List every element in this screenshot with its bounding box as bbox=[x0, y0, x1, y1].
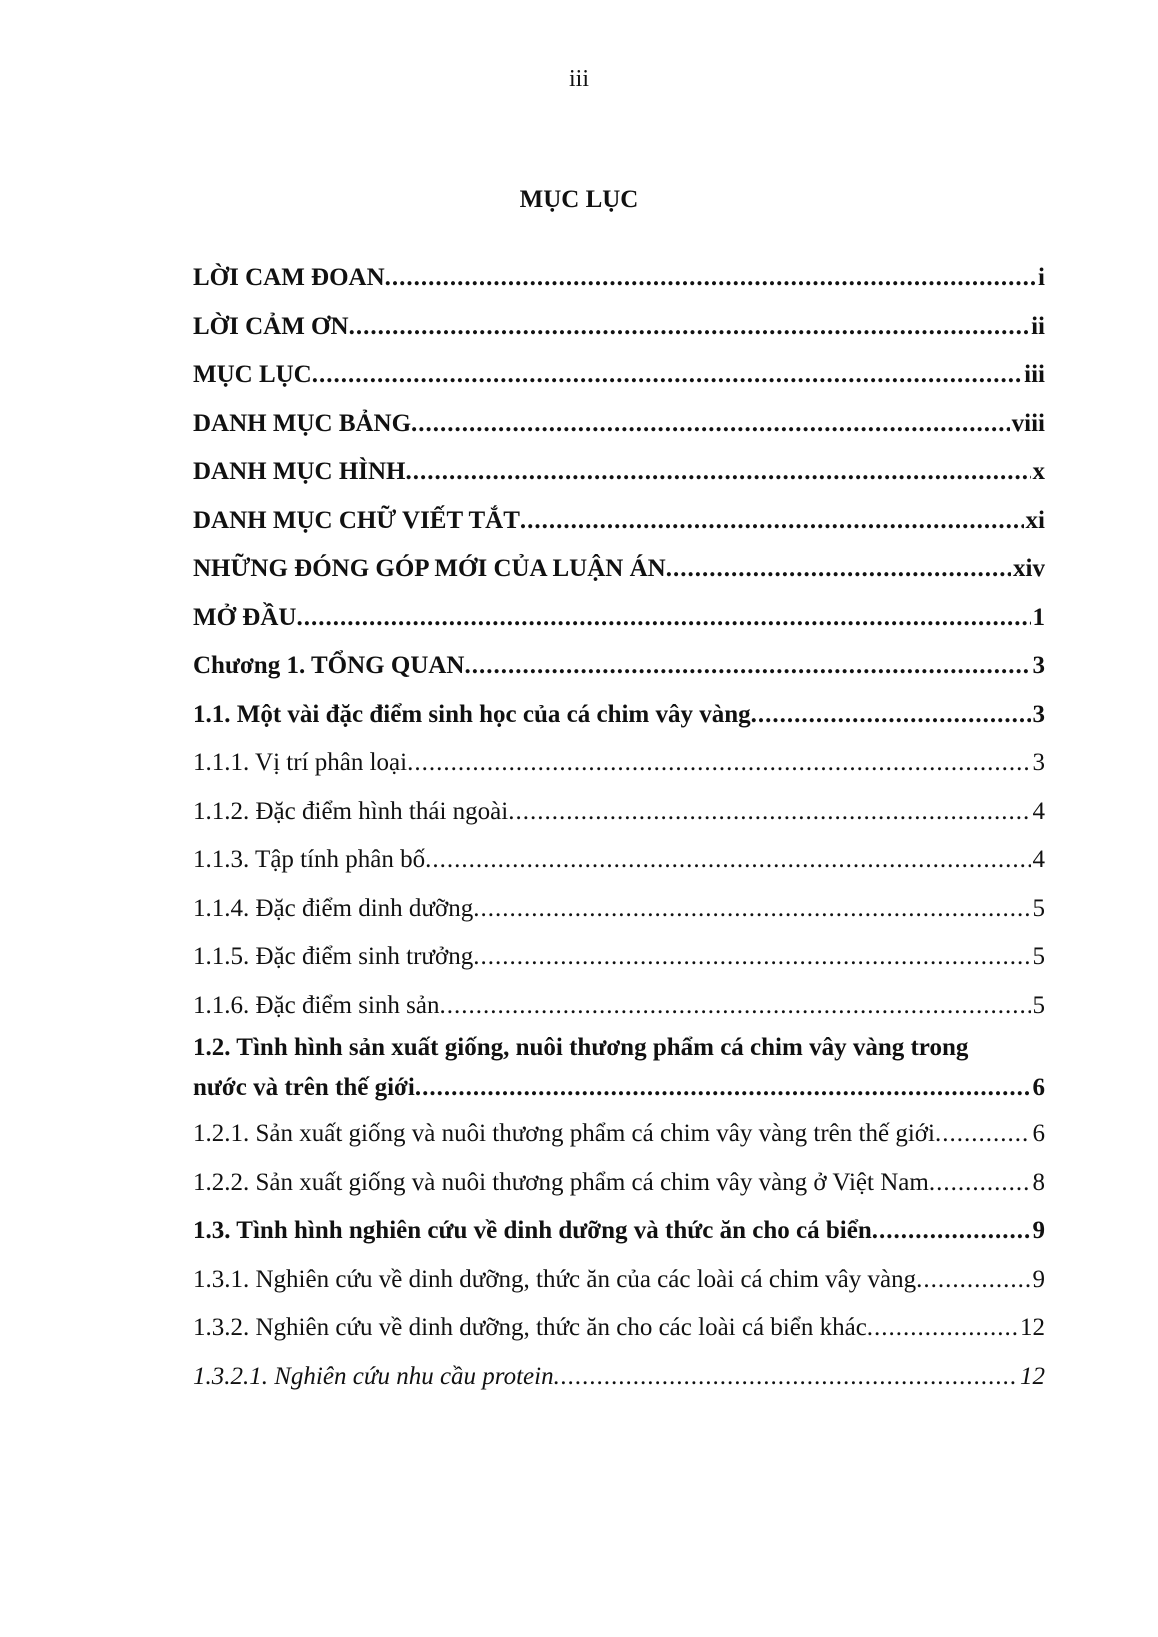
toc-entry-1-3-2-1[interactable] bbox=[193, 1353, 1045, 1402]
toc-entry-1-1-6[interactable] bbox=[193, 982, 1045, 1031]
toc-entry-page: 5 bbox=[1032, 894, 1045, 922]
toc-entry-page: xi bbox=[1025, 506, 1045, 534]
dot-leader bbox=[415, 1066, 1031, 1110]
toc-entry-label: 1.3. Tình hình nghiên cứu về dinh dưỡng và thức ăn cho cá biển bbox=[193, 1217, 872, 1244]
toc-entry-page: 9 bbox=[1032, 1265, 1045, 1293]
toc-entry-1-1-1[interactable] bbox=[193, 739, 1045, 788]
toc-entry-page: 12 bbox=[1020, 1362, 1045, 1390]
toc-entry-1-1-5[interactable] bbox=[193, 933, 1045, 982]
dot-leader bbox=[473, 885, 1030, 934]
dot-leader bbox=[867, 1304, 1018, 1353]
toc-entry-label: 1.1.1. Vị trí phân loại bbox=[193, 749, 408, 776]
toc-entry-label: 1.1.3. Tập tính phân bố bbox=[193, 846, 426, 873]
toc-entry-danh-muc-bang[interactable] bbox=[193, 400, 1045, 449]
toc-entry-label: 1.3.2.1. Nghiên cứu nhu cầu protein bbox=[193, 1362, 554, 1390]
toc-entry-page: 12 bbox=[1020, 1314, 1045, 1341]
toc-entry-page: viii bbox=[1011, 409, 1045, 437]
dot-leader bbox=[929, 1159, 1031, 1208]
toc-entry-label: 1.2.1. Sản xuất giống và nuôi thương phẩm cá chim vây vàng trên thế giới bbox=[193, 1120, 935, 1147]
toc-entry-page: i bbox=[1038, 264, 1045, 291]
dot-leader bbox=[554, 1353, 1018, 1402]
toc-entry-1-2-2[interactable] bbox=[193, 1159, 1045, 1208]
toc-entry-1-3-1[interactable] bbox=[193, 1256, 1045, 1305]
dot-leader bbox=[473, 933, 1030, 982]
toc-entry-label: NHỮNG ĐÓNG GÓP MỚI CỦA LUẬN ÁN bbox=[193, 555, 666, 582]
toc-entry-dong-gop-moi[interactable] bbox=[193, 545, 1045, 594]
toc-entry-chu-viet-tat[interactable] bbox=[193, 497, 1045, 546]
toc-entry-label: 1.2. Tình hình sản xuất giống, nuôi thương phẩm cá chim vây vàng trong bbox=[193, 1034, 969, 1061]
toc-entry-page: 8 bbox=[1032, 1168, 1045, 1196]
toc-entry-page: xiv bbox=[1013, 555, 1045, 582]
toc-entry-page: 6 bbox=[1032, 1120, 1045, 1147]
dot-leader bbox=[411, 400, 1010, 449]
toc-entry-label: DANH MỤC HÌNH bbox=[193, 458, 406, 485]
toc-entry-mo-dau[interactable] bbox=[193, 594, 1045, 643]
toc-entry-label: 1.3.1. Nghiên cứu về dinh dưỡng, thức ăn của các loài cá chim vây vàng bbox=[193, 1265, 917, 1293]
toc-entry-page: 4 bbox=[1032, 797, 1045, 825]
toc-entry-1-1[interactable] bbox=[193, 691, 1045, 740]
dot-leader bbox=[407, 739, 1030, 788]
toc-entry-label: 1.1.5. Đặc điểm sinh trưởng bbox=[193, 943, 474, 970]
dot-leader bbox=[666, 545, 1011, 594]
dot-leader bbox=[296, 594, 1030, 643]
toc-entry-page: 3 bbox=[1032, 749, 1045, 776]
dot-leader bbox=[935, 1110, 1031, 1159]
page-number: iii bbox=[568, 66, 589, 92]
toc-entry-1-1-4[interactable] bbox=[193, 885, 1045, 934]
toc-entry-page: 1 bbox=[1032, 603, 1045, 631]
toc-entry-1-2-line-2[interactable] bbox=[193, 1066, 1045, 1110]
toc-entry-1-3-2[interactable] bbox=[193, 1304, 1045, 1353]
toc-entry-loi-cam-on[interactable] bbox=[193, 303, 1045, 352]
page-title: MỤC LỤC bbox=[519, 186, 639, 213]
toc-entry-label: 1.1.2. Đặc điểm hình thái ngoài bbox=[193, 797, 509, 825]
toc-entry-label: DANH MỤC BẢNG bbox=[193, 409, 412, 437]
dot-leader bbox=[508, 788, 1030, 837]
dot-leader bbox=[751, 691, 1031, 740]
dot-leader bbox=[520, 497, 1024, 546]
toc-entry-page: 3 bbox=[1032, 700, 1045, 728]
dot-leader bbox=[385, 254, 1036, 303]
toc-entry-loi-cam-doan[interactable] bbox=[193, 254, 1045, 303]
toc-entry-label: LỜI CẢM ƠN bbox=[193, 312, 349, 340]
dot-leader bbox=[872, 1207, 1031, 1256]
dot-leader bbox=[425, 836, 1030, 885]
toc-entry-page: 3 bbox=[1032, 652, 1045, 679]
toc-entry-page: 4 bbox=[1032, 846, 1045, 873]
toc-entry-1-1-3[interactable] bbox=[193, 836, 1045, 885]
toc-entry-page: 5 bbox=[1032, 991, 1045, 1019]
toc-entry-label: 1.1. Một vài đặc điểm sinh học của cá chim vây vàng bbox=[193, 700, 751, 728]
dot-leader bbox=[349, 303, 1030, 352]
toc-entry-label: DANH MỤC CHỮ VIẾT TẮT bbox=[193, 506, 520, 534]
dot-leader bbox=[916, 1256, 1030, 1305]
toc-entry-muc-luc[interactable] bbox=[193, 351, 1045, 400]
toc-entry-danh-muc-hinh[interactable] bbox=[193, 448, 1045, 497]
toc-entry-page: ii bbox=[1031, 312, 1045, 340]
toc-entry-label: MỤC LỤC bbox=[193, 361, 312, 388]
dot-leader bbox=[406, 448, 1031, 497]
toc-entry-label: 1.1.4. Đặc điểm dinh dưỡng bbox=[193, 894, 474, 922]
dot-leader bbox=[464, 642, 1030, 691]
toc-entry-page: x bbox=[1032, 458, 1045, 485]
table-of-contents bbox=[193, 254, 1045, 1401]
toc-entry-1-1-2[interactable] bbox=[193, 788, 1045, 837]
toc-entry-page: iii bbox=[1024, 361, 1045, 388]
toc-entry-chuong-1[interactable] bbox=[193, 642, 1045, 691]
toc-entry-label: 1.1.6. Đặc điểm sinh sản bbox=[193, 991, 440, 1019]
toc-entry-1-2-1[interactable] bbox=[193, 1110, 1045, 1159]
toc-entry-label: 1.2.2. Sản xuất giống và nuôi thương phẩm cá chim vây vàng ở Việt Nam bbox=[193, 1168, 929, 1196]
toc-entry-label: Chương 1. TỔNG QUAN bbox=[193, 652, 465, 679]
dot-leader bbox=[439, 982, 1030, 1031]
toc-entry-label: LỜI CAM ĐOAN bbox=[193, 264, 385, 291]
toc-entry-label: MỞ ĐẦU bbox=[193, 603, 297, 631]
toc-entry-label-continued: nước và trên thế giới bbox=[193, 1074, 415, 1101]
toc-entry-page: 6 bbox=[1032, 1074, 1045, 1101]
toc-entry-1-2-line-1[interactable] bbox=[193, 1030, 1045, 1066]
toc-entry-page: 9 bbox=[1032, 1217, 1045, 1244]
dot-leader bbox=[312, 351, 1022, 400]
toc-entry-label: 1.3.2. Nghiên cứu về dinh dưỡng, thức ăn cho các loài cá biển khác bbox=[193, 1314, 867, 1341]
toc-entry-1-3[interactable] bbox=[193, 1207, 1045, 1256]
toc-entry-page: 5 bbox=[1032, 943, 1045, 970]
